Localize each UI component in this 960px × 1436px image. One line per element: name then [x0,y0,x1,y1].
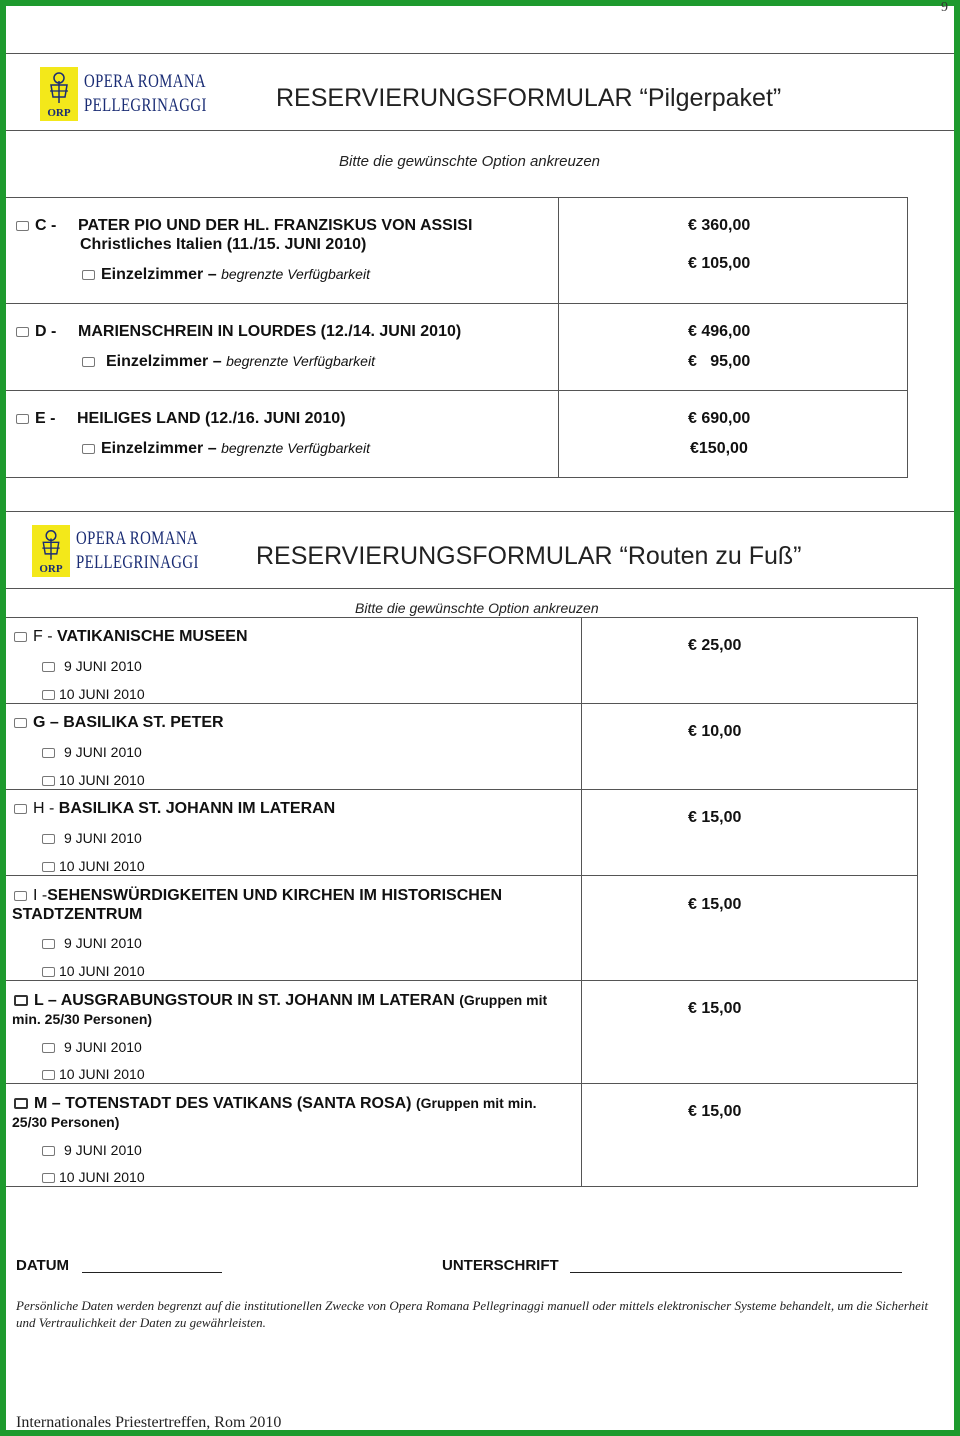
group-note: (Gruppen mit [459,992,548,1008]
list-item[interactable] [16,323,56,341]
checkbox-single-room-e[interactable] [82,444,95,454]
footer-note: Internationales Priestertreffen, Rom 2010 [16,1414,282,1431]
single-room-price: € 105,00 [688,255,751,272]
option-code: H - [33,800,55,817]
checkbox-option-c[interactable] [16,221,29,231]
signature-input-line[interactable] [570,1272,902,1273]
divider [6,511,954,512]
checkbox-option-g[interactable] [14,718,27,728]
checkbox-date-9-h[interactable] [42,834,55,844]
date-option[interactable] [42,1066,145,1082]
form-title-routen: RESERVIERUNGSFORMULAR “Routen zu Fuß” [256,542,802,570]
date-option[interactable] [42,744,142,760]
logo-line2: PELLEGRINAGGI [76,552,199,573]
logo-line1: OPERA ROMANA [84,71,207,92]
table-border [558,197,559,478]
option-price: € 15,00 [688,809,742,826]
date-option[interactable] [42,858,145,874]
checkbox-date-9-g[interactable] [42,748,55,758]
option-name: SEHENSWÜRDIGKEITEN UND KIRCHEN IM HISTORISCHEN [47,887,503,904]
form-title-pilgerpaket: RESERVIERUNGSFORMULAR “Pilgerpaket” [276,84,782,112]
checkbox-date-9-f[interactable] [42,662,55,672]
date-label: 9 JUNI 2010 [64,1142,142,1158]
logo-badge: ORP [47,107,71,119]
option-code: L – [34,992,57,1009]
table-border [6,789,918,790]
option-name: VATIKANISCHE MUSEEN [57,628,248,645]
logo-badge: ORP [39,563,63,575]
option-code: F - [33,628,53,645]
single-room-option[interactable] [82,353,375,371]
divider [6,53,954,54]
logo-emblem-icon [40,67,78,121]
checkbox-date-9-i[interactable] [42,939,55,949]
date-label: 10 JUNI 2010 [59,1066,145,1082]
date-option[interactable] [42,963,145,979]
logo-orp [40,67,241,121]
list-item[interactable] [14,1095,537,1113]
single-room-label: Einzelzimmer – [106,353,222,370]
single-room-price: €150,00 [690,440,748,457]
option-subtitle: Christliches Italien (11./15. JUNI 2010) [80,236,367,253]
date-label: 10 JUNI 2010 [59,1169,145,1185]
logo-orp [32,525,233,577]
table-border [6,617,918,618]
checkbox-date-9-l[interactable] [42,1043,55,1053]
group-note-continued: min. 25/30 Personen) [12,1011,153,1027]
option-name: AUSGRABUNGSTOUR IN ST. JOHANN IM LATERAN [60,992,455,1009]
checkbox-date-10-h[interactable] [42,862,55,872]
checkbox-single-room-c[interactable] [82,270,95,280]
date-label: 10 JUNI 2010 [59,963,145,979]
list-item[interactable] [16,217,56,235]
table-border [6,303,908,304]
option-code: M – [34,1095,61,1112]
option-name: BASILIKA ST. JOHANN IM LATERAN [58,800,336,817]
list-item[interactable] [14,800,335,818]
date-option[interactable] [42,1169,145,1185]
option-code: C - [35,217,57,234]
checkbox-option-m[interactable] [14,1098,28,1109]
list-item[interactable] [14,992,547,1010]
option-code: D - [35,323,57,340]
option-name: MARIENSCHREIN IN LOURDES (12./14. JUNI 2010) [78,323,462,340]
table-border [6,980,918,981]
table-border [581,617,582,1187]
option-name: PATER PIO UND DER HL. FRANZISKUS VON ASSISI [78,217,473,234]
checkbox-option-e[interactable] [16,414,29,424]
list-item[interactable] [14,628,248,646]
logo-text [84,70,207,118]
option-name-continued: STADTZENTRUM [12,906,143,923]
table-border [917,617,918,1187]
table-border [6,390,908,391]
option-price: € 690,00 [688,410,751,427]
date-option[interactable] [42,1142,142,1158]
single-room-price: € 95,00 [688,353,751,370]
list-item[interactable] [14,714,224,732]
availability-note: begrenzte Verfügbarkeit [226,353,375,369]
table-border [6,1186,918,1187]
date-label: 10 JUNI 2010 [59,858,145,874]
date-label: 9 JUNI 2010 [64,935,142,951]
table-border [907,197,908,478]
instruction-hint: Bitte die gewünschte Option ankreuzen [339,153,600,170]
option-code: G – [33,714,59,731]
option-price: € 15,00 [688,1103,742,1120]
option-name: BASILIKA ST. PETER [63,714,224,731]
privacy-notice: Persönliche Daten werden begrenzt auf die institutionellen Zwecke von Opera Romana Pellegrinaggi manuell oder mittels elektronischer Systeme behandelt, um die Sicherheit und Vertraulichkeit der Daten zu gewährleisten. [16,1298,929,1330]
table-border [6,477,908,478]
date-option[interactable] [42,772,145,788]
logo-line2: PELLEGRINAGGI [84,95,207,116]
checkbox-date-10-l[interactable] [42,1070,55,1080]
checkbox-date-9-m[interactable] [42,1146,55,1156]
divider [6,130,954,131]
instruction-hint: Bitte die gewünschte Option ankreuzen [355,600,599,616]
availability-note: begrenzte Verfügbarkeit [221,266,370,282]
date-label: 9 JUNI 2010 [64,1039,142,1055]
date-option[interactable] [42,935,142,951]
checkbox-option-h[interactable] [14,804,27,814]
signature-label: UNTERSCHRIFT [442,1257,559,1274]
checkbox-option-l[interactable] [14,995,28,1006]
option-code: I - [33,887,48,904]
single-room-option[interactable] [82,266,370,284]
page-number: 9 [941,0,948,15]
date-option[interactable] [42,830,142,846]
option-price: € 25,00 [688,637,742,654]
logo-text [76,527,199,575]
checkbox-option-i[interactable] [14,891,27,901]
logo-emblem-icon [32,525,70,577]
single-room-option[interactable] [82,440,370,458]
divider [6,588,954,589]
group-note: (Gruppen mit min. [415,1095,537,1111]
checkbox-option-f[interactable] [14,632,27,642]
option-name: HEILIGES LAND (12./16. JUNI 2010) [77,410,346,427]
logo-line1: OPERA ROMANA [76,528,199,549]
date-label: 9 JUNI 2010 [64,658,142,674]
date-option[interactable] [42,686,145,702]
table-border [6,703,918,704]
checkbox-date-10-f[interactable] [42,690,55,700]
date-label: DATUM [16,1257,70,1274]
single-room-label: Einzelzimmer – [101,266,217,283]
list-item[interactable] [14,887,502,905]
table-border [6,197,908,198]
date-option[interactable] [42,658,142,674]
date-label: 10 JUNI 2010 [59,772,145,788]
checkbox-date-10-m[interactable] [42,1173,55,1183]
option-price: € 15,00 [688,1000,742,1017]
checkbox-date-10-g[interactable] [42,776,55,786]
group-note-continued: 25/30 Personen) [12,1114,120,1130]
date-label: 9 JUNI 2010 [64,744,142,760]
option-price: € 15,00 [688,896,742,913]
table-border [6,875,918,876]
checkbox-option-d[interactable] [16,327,29,337]
date-label: 9 JUNI 2010 [64,830,142,846]
list-item[interactable] [16,410,55,428]
option-price: € 10,00 [688,723,742,740]
option-name: TOTENSTADT DES VATIKANS (SANTA ROSA) [65,1095,412,1112]
single-room-label: Einzelzimmer – [101,440,217,457]
date-label: 10 JUNI 2010 [59,686,145,702]
option-price: € 360,00 [688,217,751,234]
date-option[interactable] [42,1039,142,1055]
table-border [6,1083,918,1084]
date-input-line[interactable] [82,1272,222,1273]
checkbox-date-10-i[interactable] [42,967,55,977]
checkbox-single-room-d[interactable] [82,357,95,367]
option-code: E - [35,410,56,427]
option-price: € 496,00 [688,323,751,340]
availability-note: begrenzte Verfügbarkeit [221,440,370,456]
